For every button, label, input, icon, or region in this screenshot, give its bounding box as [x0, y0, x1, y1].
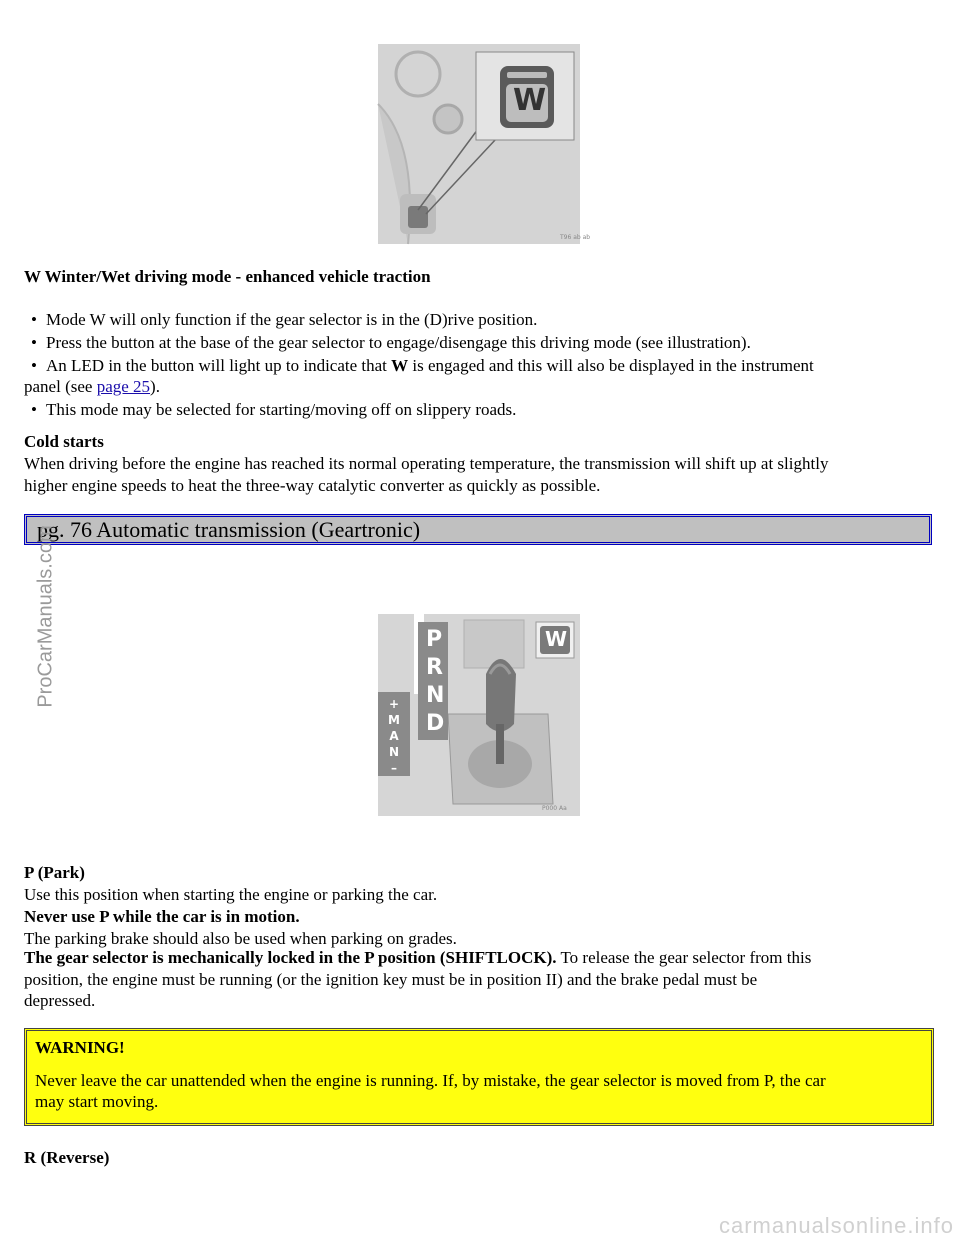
- park-line-2: Never use P while the car is in motion.: [24, 907, 300, 926]
- bullet-icon: •: [31, 400, 37, 419]
- park-heading: P (Park): [24, 863, 85, 882]
- bullet-text: Mode W will only function if the gear selector is in the (D)rive position.: [46, 310, 538, 329]
- list-item: [24, 309, 939, 330]
- park-line-4-rest: To release the gear selector from this: [556, 948, 812, 967]
- warning-box: [24, 1028, 934, 1126]
- w-button-illustration-graphic: [378, 44, 591, 244]
- watermark-text: ProCarManuals.com: [34, 525, 57, 708]
- park-line-4: [24, 947, 811, 968]
- section-title-w-mode: W Winter/Wet driving mode - enhanced vehicle traction: [24, 267, 431, 286]
- gear-n-label: N: [426, 683, 445, 708]
- bullet-icon: •: [31, 356, 37, 375]
- gear-selector-illustration: [378, 614, 580, 816]
- section-header-bar: [24, 514, 932, 545]
- section-header-title: pg. 76 Automatic transmission (Geartronic): [37, 517, 421, 542]
- warning-text-line-2: may start moving.: [35, 1092, 159, 1111]
- bullet-text-bold: W: [391, 356, 409, 375]
- park-line-1: Use this position when starting the engine or parking the car.: [24, 885, 438, 904]
- w-mode-label: W: [545, 627, 568, 651]
- cold-starts-line-1: When driving before the engine has reached its normal operating temperature, the transmission will shift up at slightly: [24, 454, 829, 473]
- list-item: [24, 355, 939, 376]
- manual-mode-label: + M A N –: [388, 697, 400, 775]
- park-line-4-bold: The gear selector is mechanically locked in the P position (SHIFTLOCK).: [24, 948, 557, 967]
- bullet-continuation: [24, 376, 939, 397]
- page-25-link[interactable]: page 25: [96, 377, 151, 396]
- cold-starts-line-2: higher engine speeds to heat the three-way catalytic converter as quickly as possible.: [24, 476, 601, 495]
- warning-text-line-1: Never leave the car unattended when the engine is running. If, by mistake, the gear selector is moved from P, the car: [35, 1071, 826, 1090]
- gear-r-label: R: [426, 655, 443, 680]
- warning-title: WARNING!: [35, 1038, 125, 1057]
- w-button-label: W: [513, 83, 547, 118]
- list-item: [24, 332, 939, 353]
- bullet-text: An LED in the button will light up to indicate that: [46, 356, 392, 375]
- bullet-icon: •: [31, 310, 37, 329]
- park-line-5: position, the engine must be running (or the ignition key must be in position II) and the brake pedal must be: [24, 970, 758, 989]
- svg-text:P000 Aa: P000 Aa: [542, 805, 567, 812]
- gear-p-label: P: [426, 627, 443, 652]
- bullet-text: is engaged and this will also be displayed in the instrument: [408, 356, 814, 375]
- continuation-text: ).: [150, 377, 160, 396]
- bullet-text: This mode may be selected for starting/moving off on slippery roads.: [46, 400, 517, 419]
- svg-text:T96 ab ab: T96 ab ab: [560, 234, 591, 241]
- footer-watermark: carmanualsonline.info: [718, 1213, 954, 1238]
- gear-letters: [426, 626, 445, 738]
- cold-starts-heading: Cold starts: [24, 432, 104, 451]
- list-item: [24, 399, 939, 420]
- bullet-text: Press the button at the base of the gear selector to engage/disengage this driving mode (see illustration).: [46, 333, 751, 352]
- w-button-illustration: [378, 44, 591, 244]
- w-mode-bullet-list: [24, 309, 939, 420]
- bullet-icon: •: [31, 333, 37, 352]
- park-line-3: The parking brake should also be used when parking on grades.: [24, 929, 457, 948]
- gear-d-label: D: [426, 711, 445, 736]
- park-line-6: depressed.: [24, 991, 96, 1010]
- continuation-text: panel (see: [24, 377, 97, 396]
- reverse-heading: R (Reverse): [24, 1148, 110, 1167]
